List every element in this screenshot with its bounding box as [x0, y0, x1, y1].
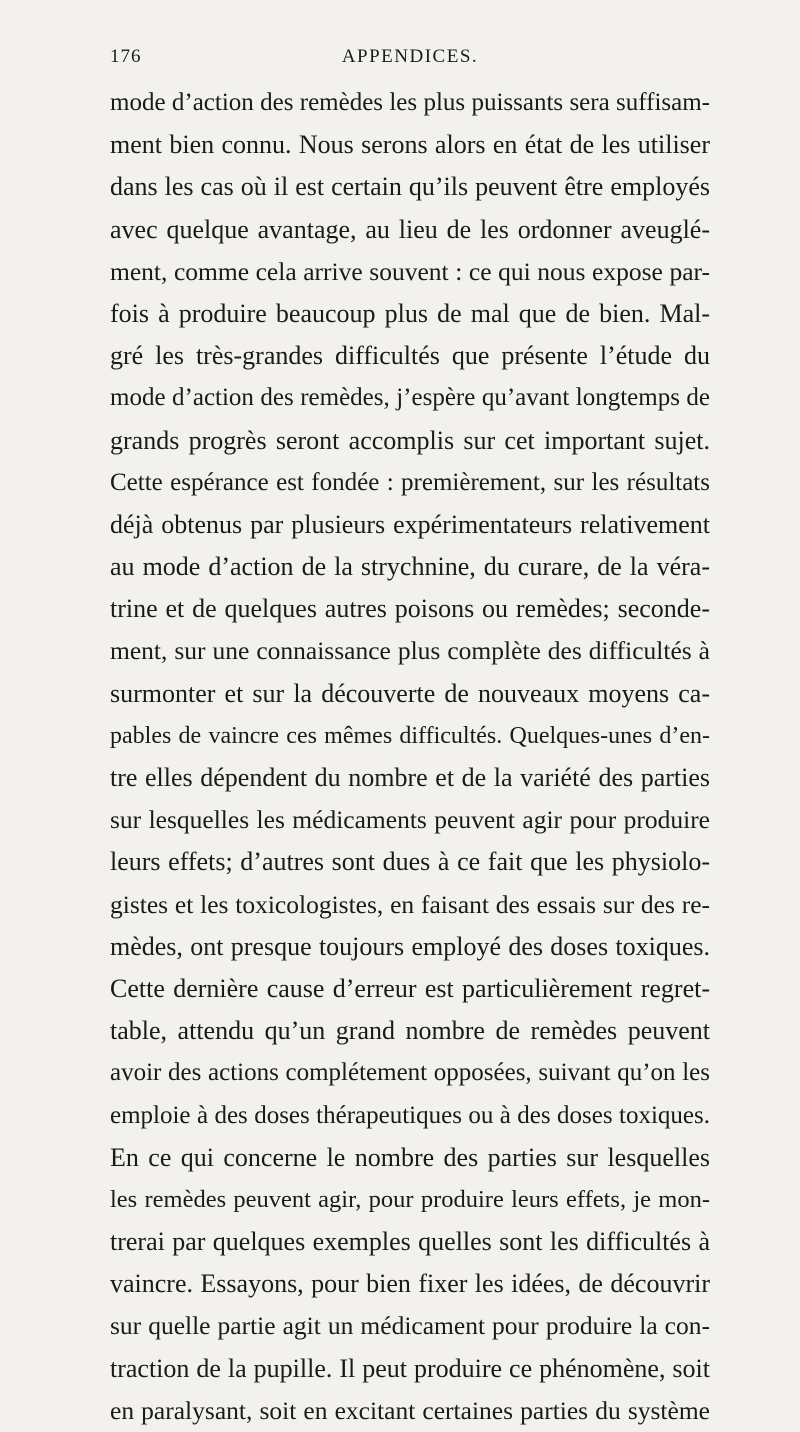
text-line: grands progrès seront accomplis sur cet important sujet.	[110, 425, 710, 455]
text-line: avec quelque avantage, au lieu de les ordonner aveuglé-	[110, 214, 710, 244]
text-line: déjà obtenus par plusieurs expérimentateurs relativement	[110, 509, 710, 539]
text-line: sur lesquelles les médicaments peuvent agir pour produire	[110, 805, 710, 835]
text-line: en paralysant, soit en excitant certaines parties du système	[110, 1395, 710, 1425]
running-head: APPENDICES.	[341, 46, 479, 67]
text-line: ment bien connu. Nous serons alors en état de les utiliser	[110, 130, 710, 160]
text-line: leurs effets; d’autres sont dues à ce fait que les physiolo-	[110, 847, 710, 877]
text-line: surmonter et sur la découverte de nouveaux moyens ca-	[110, 678, 710, 708]
text-line: au mode d’action de la strychnine, du curare, de la véra-	[110, 552, 710, 582]
text-line: dans les cas où il est certain qu’ils peuvent être employés	[110, 172, 710, 202]
text-line: Cette dernière cause d’erreur est particulièrement regret-	[110, 973, 710, 1003]
text-line: trine et de quelques autres poisons ou remèdes; seconde-	[110, 594, 710, 624]
text-line: trerai par quelques exemples quelles sont les difficultés à	[110, 1227, 710, 1257]
text-line: table, attendu qu’un grand nombre de remèdes peuvent	[110, 1016, 710, 1046]
text-line: traction de la pupille. Il peut produire ce phénomène, soit	[110, 1353, 710, 1383]
text-line: Cette espérance est fondée : premièrement, sur les résultats	[110, 468, 710, 496]
page-number: 176	[110, 46, 142, 67]
text-line: ment, sur une connaissance plus complète des difficultés à	[110, 636, 710, 666]
text-line: ment, comme cela arrive souvent : ce qui nous expose par-	[110, 256, 710, 286]
page-header	[110, 46, 710, 72]
text-line: mode d’action des remèdes, j’espère qu’avant longtemps de	[110, 384, 710, 412]
text-line: tre elles dépendent du nombre et de la variété des parties	[110, 763, 710, 792]
text-line: sur quelle partie agit un médicament pour produire la con-	[110, 1311, 710, 1341]
text-line: avoir des actions complétement opposées, suivant qu’on les	[110, 1059, 710, 1087]
text-line: gistes et les toxicologistes, en faisant des essais sur des re-	[110, 889, 710, 919]
text-line: les remèdes peuvent agir, pour produire leurs effets, je mon-	[110, 1185, 710, 1213]
text-line: vaincre. Essayons, pour bien fixer les idées, de découvrir	[110, 1269, 710, 1299]
text-line: mèdes, ont presque toujours employé des doses toxiques.	[110, 931, 710, 961]
body-text	[110, 82, 710, 1432]
text-line: pables de vaincre ces mêmes difficultés. Quelques-unes d’en-	[110, 722, 710, 749]
text-line: En ce qui concerne le nombre des parties sur lesquelles	[110, 1142, 710, 1172]
text-line: emploie à des doses thérapeutiques ou à des doses toxiques.	[110, 1101, 710, 1129]
text-line: gré les très-grandes difficultés que présente l’étude du	[110, 341, 710, 371]
text-line: mode d’action des remèdes les plus puissants sera suffisam-	[110, 89, 710, 116]
text-line: fois à produire beaucoup plus de mal que de bien. Mal-	[110, 298, 710, 328]
